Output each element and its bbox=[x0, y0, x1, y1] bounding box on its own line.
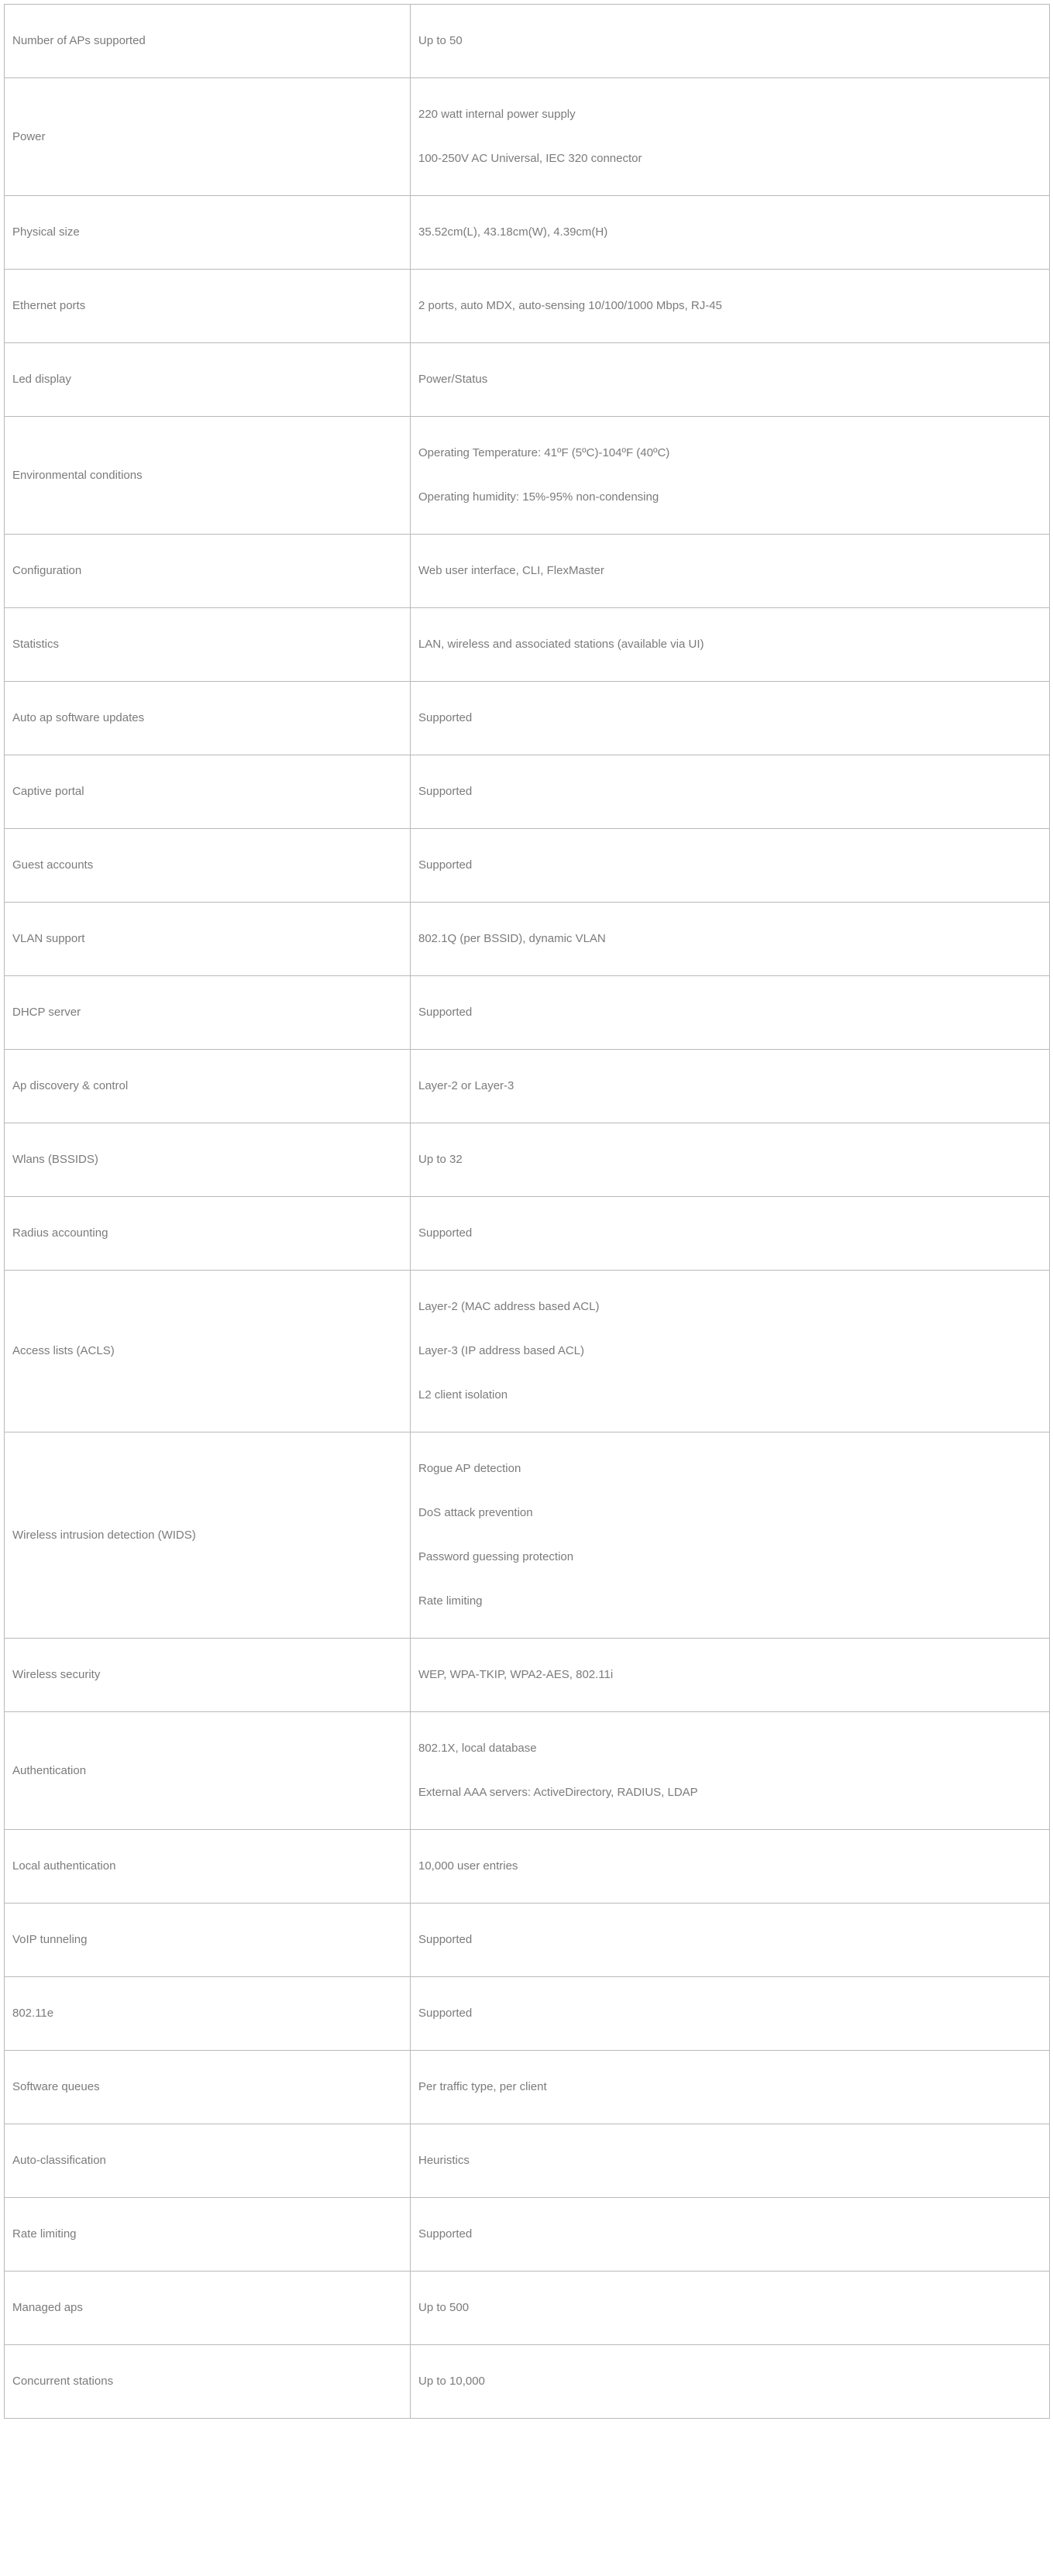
spec-value bbox=[411, 1271, 1050, 1432]
spec-value-line: Up to 50 bbox=[418, 34, 463, 47]
spec-value bbox=[411, 1830, 1050, 1904]
spec-value bbox=[411, 2198, 1050, 2272]
spec-value bbox=[411, 755, 1050, 829]
spec-row bbox=[5, 1050, 1050, 1123]
spec-value-line: Up to 10,000 bbox=[418, 2375, 485, 2388]
spec-value bbox=[411, 682, 1050, 755]
spec-value bbox=[411, 1904, 1050, 1977]
spec-row bbox=[5, 2272, 1050, 2345]
spec-value-line: LAN, wireless and associated stations (available via UI) bbox=[418, 638, 704, 651]
spec-value bbox=[411, 1639, 1050, 1712]
spec-value-line: Supported bbox=[418, 858, 473, 872]
spec-value-line: 220 watt internal power supply bbox=[418, 108, 576, 121]
spec-label: Power bbox=[5, 78, 411, 196]
spec-value bbox=[411, 2272, 1050, 2345]
spec-row bbox=[5, 196, 1050, 270]
spec-value-line: Supported bbox=[418, 1226, 473, 1240]
spec-label: DHCP server bbox=[5, 976, 411, 1050]
spec-row bbox=[5, 5, 1050, 78]
spec-row bbox=[5, 1977, 1050, 2051]
spec-value-line: External AAA servers: ActiveDirectory, RADIUS, LDAP bbox=[418, 1786, 698, 1799]
spec-label: Auto-classification bbox=[5, 2124, 411, 2198]
spec-value bbox=[411, 976, 1050, 1050]
spec-value bbox=[411, 2051, 1050, 2124]
spec-value bbox=[411, 1432, 1050, 1639]
spec-label: Authentication bbox=[5, 1712, 411, 1830]
spec-row bbox=[5, 1830, 1050, 1904]
spec-value-line: Rogue AP detection bbox=[418, 1462, 521, 1475]
spec-row bbox=[5, 1639, 1050, 1712]
spec-value-line: Rate limiting bbox=[418, 1594, 483, 1608]
spec-label: Radius accounting bbox=[5, 1197, 411, 1271]
spec-row bbox=[5, 608, 1050, 682]
spec-value bbox=[411, 829, 1050, 903]
spec-label: Local authentication bbox=[5, 1830, 411, 1904]
spec-row bbox=[5, 2124, 1050, 2198]
spec-row bbox=[5, 2051, 1050, 2124]
spec-label: Guest accounts bbox=[5, 829, 411, 903]
spec-label: Ethernet ports bbox=[5, 270, 411, 343]
specifications-table bbox=[4, 4, 1050, 2419]
spec-value-line: Per traffic type, per client bbox=[418, 2080, 547, 2093]
spec-value bbox=[411, 78, 1050, 196]
spec-value bbox=[411, 608, 1050, 682]
spec-label: Auto ap software updates bbox=[5, 682, 411, 755]
spec-value-line: L2 client isolation bbox=[418, 1388, 508, 1401]
spec-value-line: Operating Temperature: 41ºF (5ºC)-104ºF (40ºC) bbox=[418, 446, 670, 459]
spec-label: Statistics bbox=[5, 608, 411, 682]
spec-row bbox=[5, 270, 1050, 343]
spec-row bbox=[5, 903, 1050, 976]
spec-row bbox=[5, 1123, 1050, 1197]
spec-label: Wlans (BSSIDS) bbox=[5, 1123, 411, 1197]
spec-label: Software queues bbox=[5, 2051, 411, 2124]
spec-value-line: Password guessing protection bbox=[418, 1550, 574, 1563]
spec-value-line: 35.52cm(L), 43.18cm(W), 4.39cm(H) bbox=[418, 225, 608, 239]
spec-value-line: DoS attack prevention bbox=[418, 1506, 533, 1519]
spec-value bbox=[411, 270, 1050, 343]
spec-row bbox=[5, 1432, 1050, 1639]
spec-label: Managed aps bbox=[5, 2272, 411, 2345]
specifications-table-body bbox=[5, 5, 1050, 2419]
spec-row bbox=[5, 535, 1050, 608]
spec-value-line: 802.1Q (per BSSID), dynamic VLAN bbox=[418, 932, 606, 945]
spec-value bbox=[411, 5, 1050, 78]
spec-value bbox=[411, 903, 1050, 976]
spec-value bbox=[411, 343, 1050, 417]
spec-value-line: Layer-2 (MAC address based ACL) bbox=[418, 1300, 600, 1313]
spec-value bbox=[411, 196, 1050, 270]
spec-row bbox=[5, 417, 1050, 535]
spec-value bbox=[411, 1050, 1050, 1123]
spec-value-line: Supported bbox=[418, 785, 473, 798]
spec-value-line: Layer-3 (IP address based ACL) bbox=[418, 1344, 585, 1357]
spec-value bbox=[411, 2345, 1050, 2419]
spec-value bbox=[411, 2124, 1050, 2198]
spec-row bbox=[5, 682, 1050, 755]
spec-value bbox=[411, 1977, 1050, 2051]
spec-row bbox=[5, 755, 1050, 829]
spec-row bbox=[5, 1712, 1050, 1830]
spec-label: 802.11e bbox=[5, 1977, 411, 2051]
spec-label: Rate limiting bbox=[5, 2198, 411, 2272]
spec-label: Concurrent stations bbox=[5, 2345, 411, 2419]
spec-value-line: Supported bbox=[418, 1933, 473, 1946]
spec-label: Wireless intrusion detection (WIDS) bbox=[5, 1432, 411, 1639]
spec-value-line: Supported bbox=[418, 1006, 473, 1019]
spec-value-line: Supported bbox=[418, 2227, 473, 2241]
spec-label: VoIP tunneling bbox=[5, 1904, 411, 1977]
spec-label: Wireless security bbox=[5, 1639, 411, 1712]
spec-label: Environmental conditions bbox=[5, 417, 411, 535]
spec-label: Physical size bbox=[5, 196, 411, 270]
spec-row bbox=[5, 1197, 1050, 1271]
spec-row bbox=[5, 343, 1050, 417]
spec-value-line: Web user interface, CLI, FlexMaster bbox=[418, 564, 604, 577]
spec-row bbox=[5, 829, 1050, 903]
spec-value bbox=[411, 1123, 1050, 1197]
spec-label: Ap discovery & control bbox=[5, 1050, 411, 1123]
spec-value-line: Up to 500 bbox=[418, 2301, 470, 2314]
spec-row bbox=[5, 1904, 1050, 1977]
spec-value-line: Supported bbox=[418, 711, 473, 724]
spec-row bbox=[5, 2345, 1050, 2419]
spec-value-line: Heuristics bbox=[418, 2154, 470, 2167]
spec-row bbox=[5, 78, 1050, 196]
spec-value-line: 10,000 user entries bbox=[418, 1859, 518, 1873]
spec-value bbox=[411, 535, 1050, 608]
spec-label: Number of APs supported bbox=[5, 5, 411, 78]
spec-row bbox=[5, 1271, 1050, 1432]
spec-label: Configuration bbox=[5, 535, 411, 608]
spec-value-line: WEP, WPA-TKIP, WPA2-AES, 802.11i bbox=[418, 1668, 614, 1681]
spec-label: Led display bbox=[5, 343, 411, 417]
spec-value-line: Up to 32 bbox=[418, 1153, 463, 1166]
spec-value-line: Supported bbox=[418, 2007, 473, 2020]
spec-value-line: Operating humidity: 15%-95% non-condensing bbox=[418, 490, 659, 504]
spec-value-line: Power/Status bbox=[418, 373, 488, 386]
spec-value-line: 802.1X, local database bbox=[418, 1742, 537, 1755]
spec-label: Captive portal bbox=[5, 755, 411, 829]
spec-value bbox=[411, 1197, 1050, 1271]
spec-label: VLAN support bbox=[5, 903, 411, 976]
spec-value-line: 2 ports, auto MDX, auto-sensing 10/100/1000 Mbps, RJ-45 bbox=[418, 299, 722, 312]
spec-label: Access lists (ACLS) bbox=[5, 1271, 411, 1432]
spec-row bbox=[5, 2198, 1050, 2272]
spec-value bbox=[411, 1712, 1050, 1830]
spec-row bbox=[5, 976, 1050, 1050]
spec-value-line: 100-250V AC Universal, IEC 320 connector bbox=[418, 152, 642, 165]
spec-value bbox=[411, 417, 1050, 535]
spec-value-line: Layer-2 or Layer-3 bbox=[418, 1079, 514, 1092]
